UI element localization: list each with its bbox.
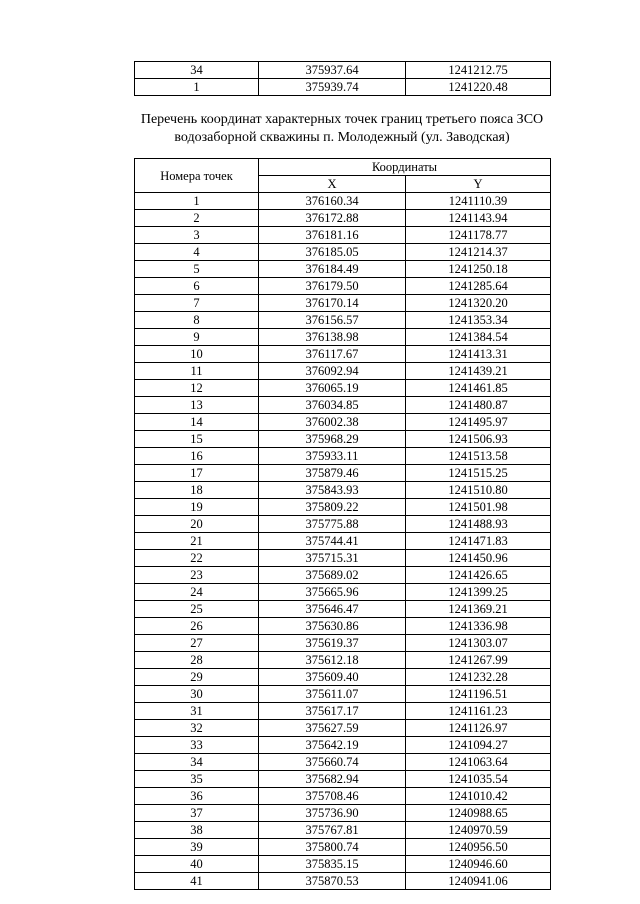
- y-coordinate-cell: 1241063.64: [406, 754, 551, 771]
- x-coordinate-cell: 375630.86: [259, 618, 406, 635]
- y-coordinate-cell: 1241250.18: [406, 261, 551, 278]
- table-row: [135, 669, 551, 686]
- x-coordinate-cell: 375642.19: [259, 737, 406, 754]
- x-coordinate-cell: 376138.98: [259, 329, 406, 346]
- point-number-cell: 35: [135, 771, 259, 788]
- table-row: [135, 312, 551, 329]
- y-coordinate-cell: 1241214.37: [406, 244, 551, 261]
- table-row: [135, 414, 551, 431]
- y-coordinate-cell: 1241439.21: [406, 363, 551, 380]
- point-number-cell: 31: [135, 703, 259, 720]
- table-row: [135, 771, 551, 788]
- table-row: [135, 431, 551, 448]
- point-number-cell: 5: [135, 261, 259, 278]
- x-coordinate-cell: 375939.74: [259, 79, 406, 96]
- point-number-cell: 11: [135, 363, 259, 380]
- y-coordinate-cell: 1241399.25: [406, 584, 551, 601]
- y-coordinate-cell: 1241303.07: [406, 635, 551, 652]
- table-row: [135, 227, 551, 244]
- table-row: [135, 788, 551, 805]
- y-coordinate-cell: 1241010.42: [406, 788, 551, 805]
- y-coordinate-cell: 1241450.96: [406, 550, 551, 567]
- point-number-cell: 41: [135, 873, 259, 890]
- x-coordinate-cell: 375611.07: [259, 686, 406, 703]
- point-number-cell: 40: [135, 856, 259, 873]
- x-coordinate-cell: 375937.64: [259, 62, 406, 79]
- table-row: [135, 652, 551, 669]
- point-number-cell: 23: [135, 567, 259, 584]
- table-caption: [100, 111, 584, 147]
- point-number-cell: 15: [135, 431, 259, 448]
- coordinates-table-header: [135, 159, 551, 193]
- x-coordinate-cell: 375619.37: [259, 635, 406, 652]
- point-number-cell: 20: [135, 516, 259, 533]
- x-coordinate-cell: 375870.53: [259, 873, 406, 890]
- point-number-cell: 28: [135, 652, 259, 669]
- y-coordinate-cell: 1240946.60: [406, 856, 551, 873]
- table-row: [135, 635, 551, 652]
- table-row: [135, 482, 551, 499]
- table-row: [135, 79, 551, 96]
- x-coordinate-cell: 376181.16: [259, 227, 406, 244]
- y-coordinate-cell: 1241212.75: [406, 62, 551, 79]
- y-coordinate-cell: 1241488.93: [406, 516, 551, 533]
- header-x: X: [259, 176, 406, 193]
- table-row: [135, 295, 551, 312]
- y-coordinate-cell: 1241495.97: [406, 414, 551, 431]
- x-coordinate-cell: 375715.31: [259, 550, 406, 567]
- y-coordinate-cell: 1241353.34: [406, 312, 551, 329]
- y-coordinate-cell: 1241035.54: [406, 771, 551, 788]
- x-coordinate-cell: 376184.49: [259, 261, 406, 278]
- point-number-cell: 3: [135, 227, 259, 244]
- table-row: [135, 278, 551, 295]
- x-coordinate-cell: 376172.88: [259, 210, 406, 227]
- point-number-cell: 30: [135, 686, 259, 703]
- table-row: [135, 737, 551, 754]
- y-coordinate-cell: 1241480.87: [406, 397, 551, 414]
- table-row: [135, 210, 551, 227]
- table-row: [135, 363, 551, 380]
- y-coordinate-cell: 1241196.51: [406, 686, 551, 703]
- point-number-cell: 6: [135, 278, 259, 295]
- point-number-cell: 27: [135, 635, 259, 652]
- x-coordinate-cell: 375612.18: [259, 652, 406, 669]
- table-row: [135, 465, 551, 482]
- x-coordinate-cell: 375660.74: [259, 754, 406, 771]
- table-row: [135, 686, 551, 703]
- y-coordinate-cell: 1241178.77: [406, 227, 551, 244]
- x-coordinate-cell: 375879.46: [259, 465, 406, 482]
- point-number-cell: 4: [135, 244, 259, 261]
- table-row: [135, 839, 551, 856]
- x-coordinate-cell: 375744.41: [259, 533, 406, 550]
- table-row: [135, 516, 551, 533]
- x-coordinate-cell: 375689.02: [259, 567, 406, 584]
- table-row: [135, 584, 551, 601]
- y-coordinate-cell: 1241501.98: [406, 499, 551, 516]
- x-coordinate-cell: 376156.57: [259, 312, 406, 329]
- table-row: [135, 397, 551, 414]
- previous-table-body: [135, 62, 551, 96]
- coordinates-table: [134, 158, 551, 890]
- point-number-cell: 1: [135, 79, 259, 96]
- table-row: [135, 193, 551, 210]
- x-coordinate-cell: 376034.85: [259, 397, 406, 414]
- x-coordinate-cell: 375665.96: [259, 584, 406, 601]
- y-coordinate-cell: 1241461.85: [406, 380, 551, 397]
- table-row: [135, 499, 551, 516]
- y-coordinate-cell: 1241267.99: [406, 652, 551, 669]
- coordinates-table-body: [135, 193, 551, 890]
- x-coordinate-cell: 375843.93: [259, 482, 406, 499]
- table-row: [135, 720, 551, 737]
- point-number-cell: 34: [135, 62, 259, 79]
- point-number-cell: 7: [135, 295, 259, 312]
- y-coordinate-cell: 1241126.97: [406, 720, 551, 737]
- x-coordinate-cell: 376002.38: [259, 414, 406, 431]
- table-row: [135, 703, 551, 720]
- previous-coordinates-table: [134, 61, 551, 96]
- table-row: [135, 822, 551, 839]
- point-number-cell: 18: [135, 482, 259, 499]
- point-number-cell: 14: [135, 414, 259, 431]
- table-row: [135, 244, 551, 261]
- y-coordinate-cell: 1241336.98: [406, 618, 551, 635]
- header-y: Y: [406, 176, 551, 193]
- point-number-cell: 13: [135, 397, 259, 414]
- point-number-cell: 17: [135, 465, 259, 482]
- y-coordinate-cell: 1240970.59: [406, 822, 551, 839]
- x-coordinate-cell: 375767.81: [259, 822, 406, 839]
- y-coordinate-cell: 1241094.27: [406, 737, 551, 754]
- x-coordinate-cell: 375835.15: [259, 856, 406, 873]
- x-coordinate-cell: 376179.50: [259, 278, 406, 295]
- table-row: [135, 448, 551, 465]
- point-number-cell: 2: [135, 210, 259, 227]
- point-number-cell: 19: [135, 499, 259, 516]
- header-coordinates: Координаты: [259, 159, 551, 176]
- table-row: [135, 601, 551, 618]
- header-point-numbers: Номера точек: [135, 159, 259, 193]
- y-coordinate-cell: 1241471.83: [406, 533, 551, 550]
- point-number-cell: 29: [135, 669, 259, 686]
- point-number-cell: 12: [135, 380, 259, 397]
- point-number-cell: 34: [135, 754, 259, 771]
- table-row: [135, 346, 551, 363]
- x-coordinate-cell: 375775.88: [259, 516, 406, 533]
- caption-line-1: Перечень координат характерных точек границ третьего пояса ЗСО: [140, 112, 544, 127]
- y-coordinate-cell: 1241384.54: [406, 329, 551, 346]
- table-row: [135, 380, 551, 397]
- x-coordinate-cell: 376065.19: [259, 380, 406, 397]
- table-row: [135, 856, 551, 873]
- point-number-cell: 38: [135, 822, 259, 839]
- x-coordinate-cell: 376160.34: [259, 193, 406, 210]
- point-number-cell: 24: [135, 584, 259, 601]
- table-row: [135, 873, 551, 890]
- point-number-cell: 22: [135, 550, 259, 567]
- y-coordinate-cell: 1241285.64: [406, 278, 551, 295]
- y-coordinate-cell: 1241506.93: [406, 431, 551, 448]
- caption-line-2: водозаборной скважины п. Молодежный (ул. Заводская): [174, 130, 510, 145]
- table-row: [135, 329, 551, 346]
- x-coordinate-cell: 375627.59: [259, 720, 406, 737]
- x-coordinate-cell: 375800.74: [259, 839, 406, 856]
- table-row: [135, 550, 551, 567]
- y-coordinate-cell: 1241143.94: [406, 210, 551, 227]
- point-number-cell: 16: [135, 448, 259, 465]
- y-coordinate-cell: 1240941.06: [406, 873, 551, 890]
- y-coordinate-cell: 1240988.65: [406, 805, 551, 822]
- y-coordinate-cell: 1241513.58: [406, 448, 551, 465]
- x-coordinate-cell: 375708.46: [259, 788, 406, 805]
- y-coordinate-cell: 1240956.50: [406, 839, 551, 856]
- y-coordinate-cell: 1241515.25: [406, 465, 551, 482]
- point-number-cell: 1: [135, 193, 259, 210]
- y-coordinate-cell: 1241413.31: [406, 346, 551, 363]
- y-coordinate-cell: 1241320.20: [406, 295, 551, 312]
- x-coordinate-cell: 375646.47: [259, 601, 406, 618]
- x-coordinate-cell: 376170.14: [259, 295, 406, 312]
- y-coordinate-cell: 1241161.23: [406, 703, 551, 720]
- point-number-cell: 8: [135, 312, 259, 329]
- x-coordinate-cell: 375617.17: [259, 703, 406, 720]
- point-number-cell: 21: [135, 533, 259, 550]
- x-coordinate-cell: 375809.22: [259, 499, 406, 516]
- x-coordinate-cell: 375933.11: [259, 448, 406, 465]
- y-coordinate-cell: 1241110.39: [406, 193, 551, 210]
- table-row: [135, 533, 551, 550]
- table-row: [135, 261, 551, 278]
- y-coordinate-cell: 1241232.28: [406, 669, 551, 686]
- table-row: [135, 805, 551, 822]
- y-coordinate-cell: 1241220.48: [406, 79, 551, 96]
- table-row: [135, 567, 551, 584]
- x-coordinate-cell: 375736.90: [259, 805, 406, 822]
- point-number-cell: 26: [135, 618, 259, 635]
- x-coordinate-cell: 375609.40: [259, 669, 406, 686]
- y-coordinate-cell: 1241510.80: [406, 482, 551, 499]
- table-row: [135, 618, 551, 635]
- point-number-cell: 32: [135, 720, 259, 737]
- x-coordinate-cell: 376117.67: [259, 346, 406, 363]
- y-coordinate-cell: 1241369.21: [406, 601, 551, 618]
- x-coordinate-cell: 376185.05: [259, 244, 406, 261]
- x-coordinate-cell: 375682.94: [259, 771, 406, 788]
- point-number-cell: 39: [135, 839, 259, 856]
- point-number-cell: 10: [135, 346, 259, 363]
- x-coordinate-cell: 376092.94: [259, 363, 406, 380]
- point-number-cell: 33: [135, 737, 259, 754]
- point-number-cell: 36: [135, 788, 259, 805]
- point-number-cell: 25: [135, 601, 259, 618]
- table-row: [135, 62, 551, 79]
- point-number-cell: 9: [135, 329, 259, 346]
- point-number-cell: 37: [135, 805, 259, 822]
- y-coordinate-cell: 1241426.65: [406, 567, 551, 584]
- table-row: [135, 754, 551, 771]
- x-coordinate-cell: 375968.29: [259, 431, 406, 448]
